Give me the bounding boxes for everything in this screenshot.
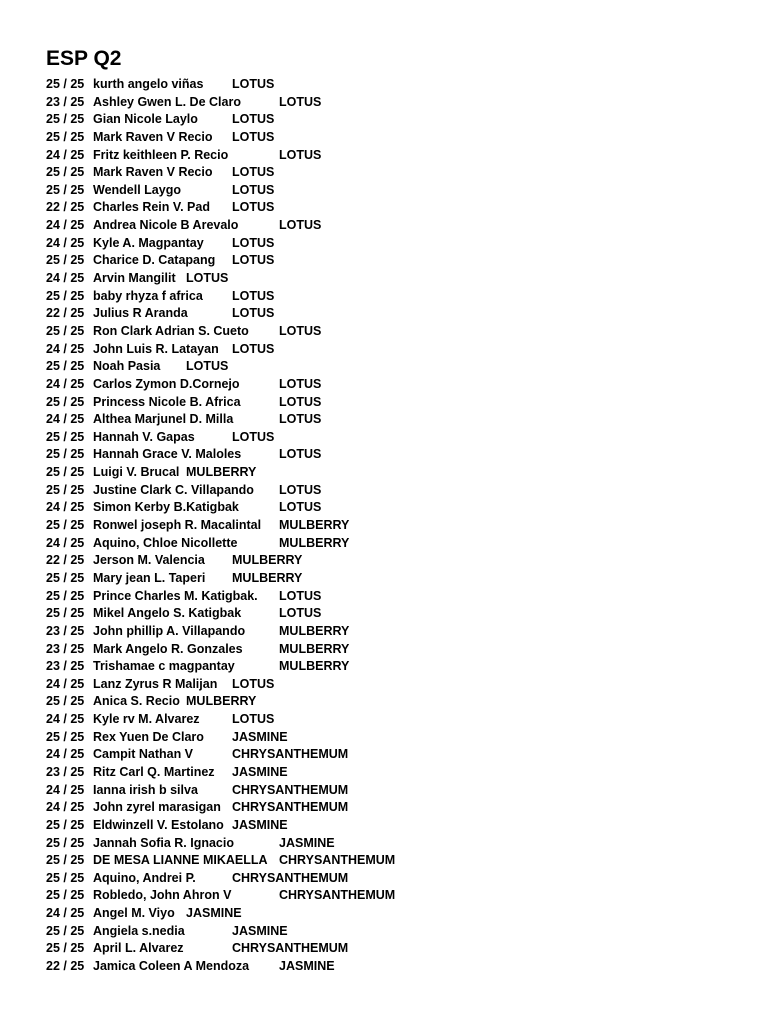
score-value: 24 / 25 bbox=[46, 412, 85, 427]
section-name: LOTUS bbox=[232, 676, 275, 691]
section-name: JASMINE bbox=[232, 817, 288, 832]
score-value: 25 / 25 bbox=[46, 606, 85, 621]
score-value: 24 / 25 bbox=[46, 235, 85, 250]
section-name: MULBERRY bbox=[186, 465, 257, 480]
student-name: Ianna irish b silva bbox=[93, 782, 198, 797]
score-value: 25 / 25 bbox=[46, 394, 85, 409]
student-name: Jannah Sofia R. Ignacio bbox=[93, 835, 234, 850]
section-name: LOTUS bbox=[279, 94, 322, 109]
student-name: John phillip A. Villapando bbox=[93, 623, 246, 638]
score-value: 25 / 25 bbox=[46, 447, 85, 462]
student-name: Charles Rein V. Pad bbox=[93, 200, 210, 215]
section-name: LOTUS bbox=[232, 253, 275, 268]
score-value: 25 / 25 bbox=[46, 129, 85, 144]
score-value: 25 / 25 bbox=[46, 253, 85, 268]
section-name: LOTUS bbox=[232, 235, 275, 250]
student-name: Julius R Aranda bbox=[93, 306, 188, 321]
student-name: Noah Pasia bbox=[93, 359, 161, 374]
student-name: Arvin Mangilit bbox=[93, 271, 176, 286]
section-name: LOTUS bbox=[232, 129, 275, 144]
student-name: Ashley Gwen L. De Claro bbox=[93, 94, 241, 109]
score-value: 25 / 25 bbox=[46, 77, 85, 91]
student-name: Angiela s.nedia bbox=[93, 923, 185, 938]
student-name: Anica S. Recio bbox=[93, 694, 180, 709]
student-name: Carlos Zymon D.Cornejo bbox=[93, 376, 240, 391]
section-name: CHRYSANTHEMUM bbox=[232, 782, 349, 797]
section-name: LOTUS bbox=[232, 200, 275, 215]
score-value: 22 / 25 bbox=[46, 553, 85, 568]
student-name: Prince Charles M. Katigbak. bbox=[93, 588, 258, 603]
section-name: CHRYSANTHEMUM bbox=[232, 747, 349, 762]
student-name: Luigi V. Brucal bbox=[93, 465, 180, 480]
section-name: LOTUS bbox=[232, 182, 275, 197]
student-name: Andrea Nicole B Arevalo bbox=[93, 218, 239, 233]
section-name: LOTUS bbox=[279, 447, 322, 462]
score-value: 25 / 25 bbox=[46, 429, 85, 444]
section-name: MULBERRY bbox=[279, 623, 350, 638]
student-name: Ronwel joseph R. Macalintal bbox=[93, 518, 262, 533]
section-name: LOTUS bbox=[279, 606, 322, 621]
score-value: 25 / 25 bbox=[46, 288, 85, 303]
score-value: 25 / 25 bbox=[46, 853, 85, 868]
score-value: 25 / 25 bbox=[46, 923, 85, 938]
student-name: Justine Clark C. Villapando bbox=[93, 482, 254, 497]
student-name: Jamica Coleen A Mendoza bbox=[93, 959, 250, 974]
score-value: 24 / 25 bbox=[46, 341, 85, 356]
score-value: 25 / 25 bbox=[46, 518, 85, 533]
score-value: 23 / 25 bbox=[46, 659, 85, 674]
section-name: CHRYSANTHEMUM bbox=[232, 941, 349, 956]
score-value: 24 / 25 bbox=[46, 782, 85, 797]
section-name: CHRYSANTHEMUM bbox=[232, 800, 349, 815]
section-name: JASMINE bbox=[279, 959, 335, 974]
section-name: MULBERRY bbox=[186, 694, 257, 709]
student-name: Kyle rv M. Alvarez bbox=[93, 712, 200, 727]
section-name: LOTUS bbox=[279, 218, 322, 233]
score-value: 24 / 25 bbox=[46, 712, 85, 727]
section-name: LOTUS bbox=[186, 271, 229, 286]
score-value: 24 / 25 bbox=[46, 147, 85, 162]
section-name: JASMINE bbox=[186, 906, 242, 921]
score-value: 25 / 25 bbox=[46, 165, 85, 180]
score-value: 25 / 25 bbox=[46, 182, 85, 197]
student-name: Hannah Grace V. Maloles bbox=[93, 447, 242, 462]
score-value: 23 / 25 bbox=[46, 623, 85, 638]
student-name: Lanz Zyrus R Malijan bbox=[93, 676, 218, 691]
section-name: LOTUS bbox=[279, 147, 322, 162]
student-name: Hannah V. Gapas bbox=[93, 429, 195, 444]
section-name: LOTUS bbox=[232, 712, 275, 727]
section-name: LOTUS bbox=[279, 412, 322, 427]
student-name: Eldwinzell V. Estolano bbox=[93, 817, 224, 832]
score-value: 25 / 25 bbox=[46, 465, 85, 480]
student-name: John zyrel marasigan bbox=[93, 800, 221, 815]
section-name: LOTUS bbox=[279, 376, 322, 391]
score-value: 23 / 25 bbox=[46, 641, 85, 656]
section-name: LOTUS bbox=[232, 429, 275, 444]
score-value: 22 / 25 bbox=[46, 959, 85, 974]
section-name: JASMINE bbox=[232, 923, 288, 938]
score-value: 25 / 25 bbox=[46, 694, 85, 709]
student-name: Wendell Laygo bbox=[93, 182, 181, 197]
section-name: CHRYSANTHEMUM bbox=[279, 853, 396, 868]
section-name: MULBERRY bbox=[232, 570, 303, 585]
score-value: 25 / 25 bbox=[46, 359, 85, 374]
section-name: LOTUS bbox=[232, 165, 275, 180]
score-value: 25 / 25 bbox=[46, 941, 85, 956]
score-value: 24 / 25 bbox=[46, 500, 85, 515]
section-name: MULBERRY bbox=[279, 659, 350, 674]
section-name: MULBERRY bbox=[279, 641, 350, 656]
section-name: LOTUS bbox=[279, 394, 322, 409]
student-name: Mark Raven V Recio bbox=[93, 129, 213, 144]
score-value: 25 / 25 bbox=[46, 588, 85, 603]
student-name: Rex Yuen De Claro bbox=[93, 729, 204, 744]
score-value: 25 / 25 bbox=[46, 570, 85, 585]
section-name: LOTUS bbox=[232, 341, 275, 356]
score-value: 25 / 25 bbox=[46, 482, 85, 497]
student-name: Aquino, Chloe Nicollette bbox=[93, 535, 238, 550]
document-title: ESP Q2 bbox=[46, 47, 122, 70]
score-value: 25 / 25 bbox=[46, 323, 85, 338]
student-name: Aquino, Andrei P. bbox=[93, 870, 196, 885]
section-name: MULBERRY bbox=[232, 553, 303, 568]
student-name: Mary jean L. Taperi bbox=[93, 570, 206, 585]
section-name: MULBERRY bbox=[279, 535, 350, 550]
score-value: 24 / 25 bbox=[46, 800, 85, 815]
score-value: 24 / 25 bbox=[46, 747, 85, 762]
student-name: Ritz Carl Q. Martinez bbox=[93, 764, 215, 779]
student-name: baby rhyza f africa bbox=[93, 288, 203, 303]
score-value: 23 / 25 bbox=[46, 764, 85, 779]
score-value: 24 / 25 bbox=[46, 676, 85, 691]
student-name: Princess Nicole B. Africa bbox=[93, 394, 241, 409]
student-name: April L. Alvarez bbox=[93, 941, 184, 956]
section-name: LOTUS bbox=[279, 500, 322, 515]
score-value: 24 / 25 bbox=[46, 218, 85, 233]
section-name: LOTUS bbox=[279, 482, 322, 497]
student-name: Campit Nathan V bbox=[93, 747, 194, 762]
student-name: Robledo, John Ahron V bbox=[93, 888, 232, 903]
student-name: DE MESA LIANNE MIKAELLA bbox=[93, 853, 268, 868]
section-name: LOTUS bbox=[232, 112, 275, 127]
section-name: MULBERRY bbox=[279, 518, 350, 533]
student-name: kurth angelo viñas bbox=[93, 77, 204, 91]
score-value: 25 / 25 bbox=[46, 870, 85, 885]
score-value: 25 / 25 bbox=[46, 729, 85, 744]
section-name: LOTUS bbox=[232, 77, 275, 91]
student-name: Charice D. Catapang bbox=[93, 253, 216, 268]
student-name: John Luis R. Latayan bbox=[93, 341, 219, 356]
score-value: 24 / 25 bbox=[46, 906, 85, 921]
student-name: Mark Angelo R. Gonzales bbox=[93, 641, 243, 656]
section-name: CHRYSANTHEMUM bbox=[279, 888, 396, 903]
score-value: 25 / 25 bbox=[46, 835, 85, 850]
student-name: Trishamae c magpantay bbox=[93, 659, 235, 674]
score-value: 22 / 25 bbox=[46, 306, 85, 321]
score-value: 23 / 25 bbox=[46, 94, 85, 109]
score-value: 25 / 25 bbox=[46, 112, 85, 127]
section-name: CHRYSANTHEMUM bbox=[232, 870, 349, 885]
section-name: LOTUS bbox=[279, 323, 322, 338]
score-value: 25 / 25 bbox=[46, 888, 85, 903]
section-name: LOTUS bbox=[186, 359, 229, 374]
student-name: Jerson M. Valencia bbox=[93, 553, 205, 568]
section-name: JASMINE bbox=[279, 835, 335, 850]
section-name: LOTUS bbox=[279, 588, 322, 603]
student-name: Gian Nicole Laylo bbox=[93, 112, 198, 127]
student-name: Simon Kerby B.Katigbak bbox=[93, 500, 239, 515]
score-value: 24 / 25 bbox=[46, 271, 85, 286]
score-value: 24 / 25 bbox=[46, 376, 85, 391]
student-name: Althea Marjunel D. Milla bbox=[93, 412, 234, 427]
student-name: Mark Raven V Recio bbox=[93, 165, 213, 180]
score-value: 22 / 25 bbox=[46, 200, 85, 215]
section-name: LOTUS bbox=[232, 288, 275, 303]
student-name: Fritz keithleen P. Recio bbox=[93, 147, 229, 162]
student-name: Angel M. Viyo bbox=[93, 906, 175, 921]
section-name: JASMINE bbox=[232, 729, 288, 744]
section-name: JASMINE bbox=[232, 764, 288, 779]
student-name: Kyle A. Magpantay bbox=[93, 235, 204, 250]
score-value: 24 / 25 bbox=[46, 535, 85, 550]
student-name: Ron Clark Adrian S. Cueto bbox=[93, 323, 249, 338]
score-value: 25 / 25 bbox=[46, 817, 85, 832]
section-name: LOTUS bbox=[232, 306, 275, 321]
student-name: Mikel Angelo S. Katigbak bbox=[93, 606, 242, 621]
